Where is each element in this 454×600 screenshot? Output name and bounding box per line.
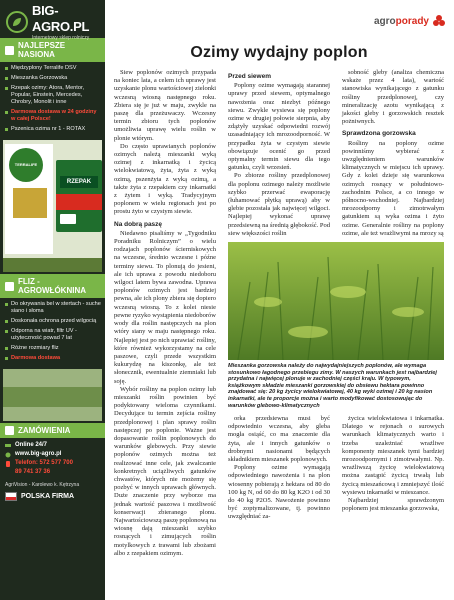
flower-icon: [432, 14, 446, 28]
fliz-list-item[interactable]: Do okrywania bel w stertach - suche siano i słoma: [5, 301, 101, 315]
fliz-list-item[interactable]: Doskonała ochrona przed wilgocią: [5, 318, 101, 325]
article-column-2: [228, 69, 330, 238]
rapeseed-bag: [54, 160, 102, 268]
fleece-icon: [5, 282, 14, 291]
agroporady-logo[interactable]: [374, 14, 446, 28]
paragraph: życica wielokwiatowa i inkarnatka. Dlatego w rejonach o surowych warunkach klimatycznych warto i trzeba uzależniać wrażliwe komponenty mieszanek tymi bardziej mrozoodpornymi i zimotrwałymi. Np. wrażliwszą życicę wielokwiatową można zastąpić życicą trwałą lub życicą mieszańcową i zmniejszyć ilość wysiewu inkarnatki w mieszance.: [342, 415, 444, 496]
website-link[interactable]: www.big-agro.pl: [5, 450, 100, 459]
seeds-list-item[interactable]: Rzepak ozimy: Atora, Mentor, Popular, Einstein, Mercedes, Chrobry, Monolit i inne: [5, 85, 101, 106]
online-row: Online 24/7: [5, 441, 100, 450]
poland-flag-icon: [5, 492, 17, 501]
paragraph: orka przedsiewna musi być odpowiednio wczesna, aby gleba mogła osiąść, co ma znaczenie dla żyta, ale i innych gatunków o drobnymi nasionami będących składnikiem mieszanek poplonowych.: [228, 415, 330, 464]
bag-label: RZEPAK: [60, 176, 98, 188]
ad-bottom-band: [3, 258, 102, 272]
article-column-3-lower: [342, 415, 444, 513]
seed-icon: [5, 46, 14, 55]
company-name: AgriVision - Karolewo k. Kętrzyna: [5, 482, 80, 488]
section-seeds-heading: NAJLEPSZE NASIONA: [0, 38, 105, 62]
logo-name: BIG-AGRO.PL: [32, 3, 90, 34]
seeds-list-item[interactable]: Darmowa dostawa w 24 godziny w całej Polsce!: [5, 109, 101, 123]
dsv-logo-icon: [60, 214, 76, 224]
fliz-list-item[interactable]: Różne rozmiary fliz: [5, 345, 101, 352]
terralife-box: [13, 188, 47, 218]
seed-products-ad[interactable]: [3, 140, 102, 272]
big-agro-logo[interactable]: [0, 0, 105, 41]
cart-icon: [5, 443, 11, 449]
paragraph: Najbardziej sprawdzonym poplonem jest mieszanka gorzowska,: [342, 497, 444, 513]
section-fliz-heading: FLIZ - AGROWŁÓKNINA: [0, 274, 105, 298]
seeds-list: [0, 62, 105, 138]
fliz-ad-image[interactable]: [3, 369, 102, 421]
phone-icon: [5, 461, 11, 467]
phone-link[interactable]: Telefon: 572 577 700: [5, 459, 100, 468]
seeds-list-item[interactable]: Międzyplony Terralife DSV: [5, 65, 101, 72]
leaf-icon: [6, 11, 28, 33]
paragraph: Siew poplonów ozimych przypada na koniec lata, a celem ich uprawy jest uzyskanie plonu wartościowej zielonki wczesną wiosną następnego roku. Zbiera się je już w maju, zwykle na paszę dla przeżuwaczy. Wczesny termin zbioru tych poplonów umożliwia uprawę wielu roślin w plonie wtórym.: [114, 69, 216, 142]
brand-suffix: porady: [395, 15, 429, 27]
fliz-list: [0, 298, 105, 367]
paragraph: Poplony ozime wymagają odpowiedniego nawożenia i na plon wiosenny pobierają z hektara od 80 do 100 kg N, od 60 do 80 kg K2O i od 30 do 40 kg P2O5. Nawożenie powinno być zoptymalizowane, tj. powinno uwzględniać za-: [228, 464, 330, 521]
logo-tagline: Internetowy sklep rolniczy: [32, 35, 90, 41]
contact-block: [0, 438, 105, 480]
polish-company-badge: POLSKA FIRMA: [0, 492, 105, 501]
article-title: Ozimy wydajny poplon: [190, 44, 368, 61]
photo-caption: Mieszanka gorzowska należy do najwydajniejszych poplonów, ale wymaga stosunkowo łagodnego przebiegu zimy. W naszych warunkach jest najbardziej przydatna i najwięcej plonuje w zachodniej części kraju. W typowym, książkowym składzie mieszanki gorzowskiej do obsiewu hektara powinno znajdować się: 20 kg życicy wielokwiatowej, 40 kg wyki ozimej i 20 kg nasion inkarnatki, ale te proporcje można i warto modyfikować dostosowując do warunków glebowo-klimatycznych: [228, 363, 437, 409]
section-heading: Przed siewem: [228, 73, 271, 80]
fliz-list-item[interactable]: Darmowa dostawa: [5, 355, 101, 362]
field-photo: [228, 242, 444, 360]
paragraph: Do często uprawianych poplonów ozimych należą mieszanki wyką ozimej z inkarnatką i życicą wielokwiatową, żyta, żyta z wyką ozimą, pszenżyta z wyką ozimą, a także żyta z rzepakiem czy inkarnatki z żytem i wyką. Tradycyjnym poplonem w wielu regionach jest po prostu żyto w czystym siewie.: [114, 142, 216, 216]
paragraph: Po zbiorze rośliny przedplonowej dla poplonu ozimego należy możliwie szybko przerwać ewaporację (łuhamować płytką uprawą) aby w glebie pozostała jak najwięcej wilgoci. Najlepiej wykonać uprawę przedsiewną na średnią głębokość. Pod siew większości roślin: [228, 172, 330, 237]
seeds-list-item[interactable]: Pszenica ozima nr 1 - ROTAX: [5, 126, 101, 133]
paragraph: Rośliny na poplony ozime powinniśmy wybierać z uwzględnieniem warunków klimatycznych w miejscu ich uprawy. Gdy z kolei dzieje się warunkowa ozimych rosnący w południowo-zachodnim Polsce, a co innego w północno-wschodniej. Najbardziej mrozoodporny i zimotrwałym gatunkiem są wyka ozima i żyto ozime. Generalnie rośliny na poplony ozime, ale też wrażliwymi na mrozy są: [342, 139, 444, 237]
seeds-list-item[interactable]: Mieszanka Gorzowska: [5, 75, 101, 82]
phone2-link[interactable]: 89 741 37 36: [15, 469, 51, 475]
article-column-3: [342, 69, 444, 238]
article-column-2-lower: [228, 415, 330, 522]
sidebar: [0, 0, 105, 600]
section-heading: Sprawdzona gorzowska: [342, 130, 416, 138]
paragraph: Wybór rośliny na poplon ozimy lub mieszanki roślin powinien być podyktowany wieloma czynnikami. Decydujące tu termin zejścia rośliny przedplonowej i plan sprawy roślin następczej po poplonie. Ważne jest dopasowanie roślin poplonowych do warunków glebowych. Przy siewie poplonów ozimych można też realizować inne cele, jak zwalczanie konkretnych uciążliwych gatunków chwastów, których nie możemy się pozbyć w innych uprawach głównych. Duże znaczenie przy wyborze ma jednak wartość paszowa i możliwość konserwacji zbieranego plonu. Najwartościowszą paszę poplonową na wiosnę dają mieszanki szybko rosnących i zimujących roślin motylkowych z trawami lub zbożami albo z rzepakiem ozimym.: [114, 385, 216, 557]
cart-icon: [5, 426, 14, 435]
fliz-list-item[interactable]: Odporna na wiatr, filtr UV - użyteczność powad 7 lat: [5, 328, 101, 342]
terralife-ad-panel: [5, 144, 53, 254]
paragraph: Poplony ozime wymagają starannej uprawy przed siewem, optymalnego nawożenia oraz niezbyt późnego siewu. Zwykle wysiewa się poplony ozime w drugiej połowie sierpnia, aby zdążyły uzyskać odpowiedni rozwój uzasadniający ich mrozoodporność. W przypadku żyta w czystym siewie obowiązuje ocenić go przed optymalny termin siewu dla tego gatunku, czyli wrzesień.: [228, 82, 330, 172]
paragraph: Niedawno pisaliśmy w „Tygodniku Poradniku Rolniczym” o wielu rodzajach poplonów ścierniskowych na wczesne, średnio wczesne i późne terminy siewu. To plonują do jesieni, ale ich uprawa z powodu niedoboru wilgoci latem bywa zawodna. Uprawa poplonów ozimych jest bardziej pewna, ale ich plony zbiera się dopiero wczesną wiosną. To z kolei niesie pewne ryzyko wystąpienia niedoborów wody dla roślin następczych na plon wtóry siany w maju następnego roku. Najlepiej jest po nich uprawiać rośliny, które również wykorzystamy na cele paszowe, czyli przede wszystkim kukurydzę na kiszonkę, ale też słonecznik, ewentualnie ziemniaki lub soję.: [114, 229, 216, 385]
globe-icon: [5, 452, 11, 458]
article-column-1: [114, 69, 216, 558]
section-orders-heading: ZAMÓWIENIA: [0, 423, 105, 438]
section-heading: Na dobrą paszę: [114, 220, 163, 228]
terralife-badge: TERRALIFE: [9, 148, 43, 182]
paragraph: sobność gleby (analiza chemiczna wskaże przez 4 lata), wartość stanowiska wynikającego z gatunku rośliny przedplonowej, czy mineralizację azotu wynikającą z jakości gleby i gorzowskich resztek pożniwnych.: [342, 69, 444, 126]
brand-prefix: agro: [373, 15, 396, 27]
